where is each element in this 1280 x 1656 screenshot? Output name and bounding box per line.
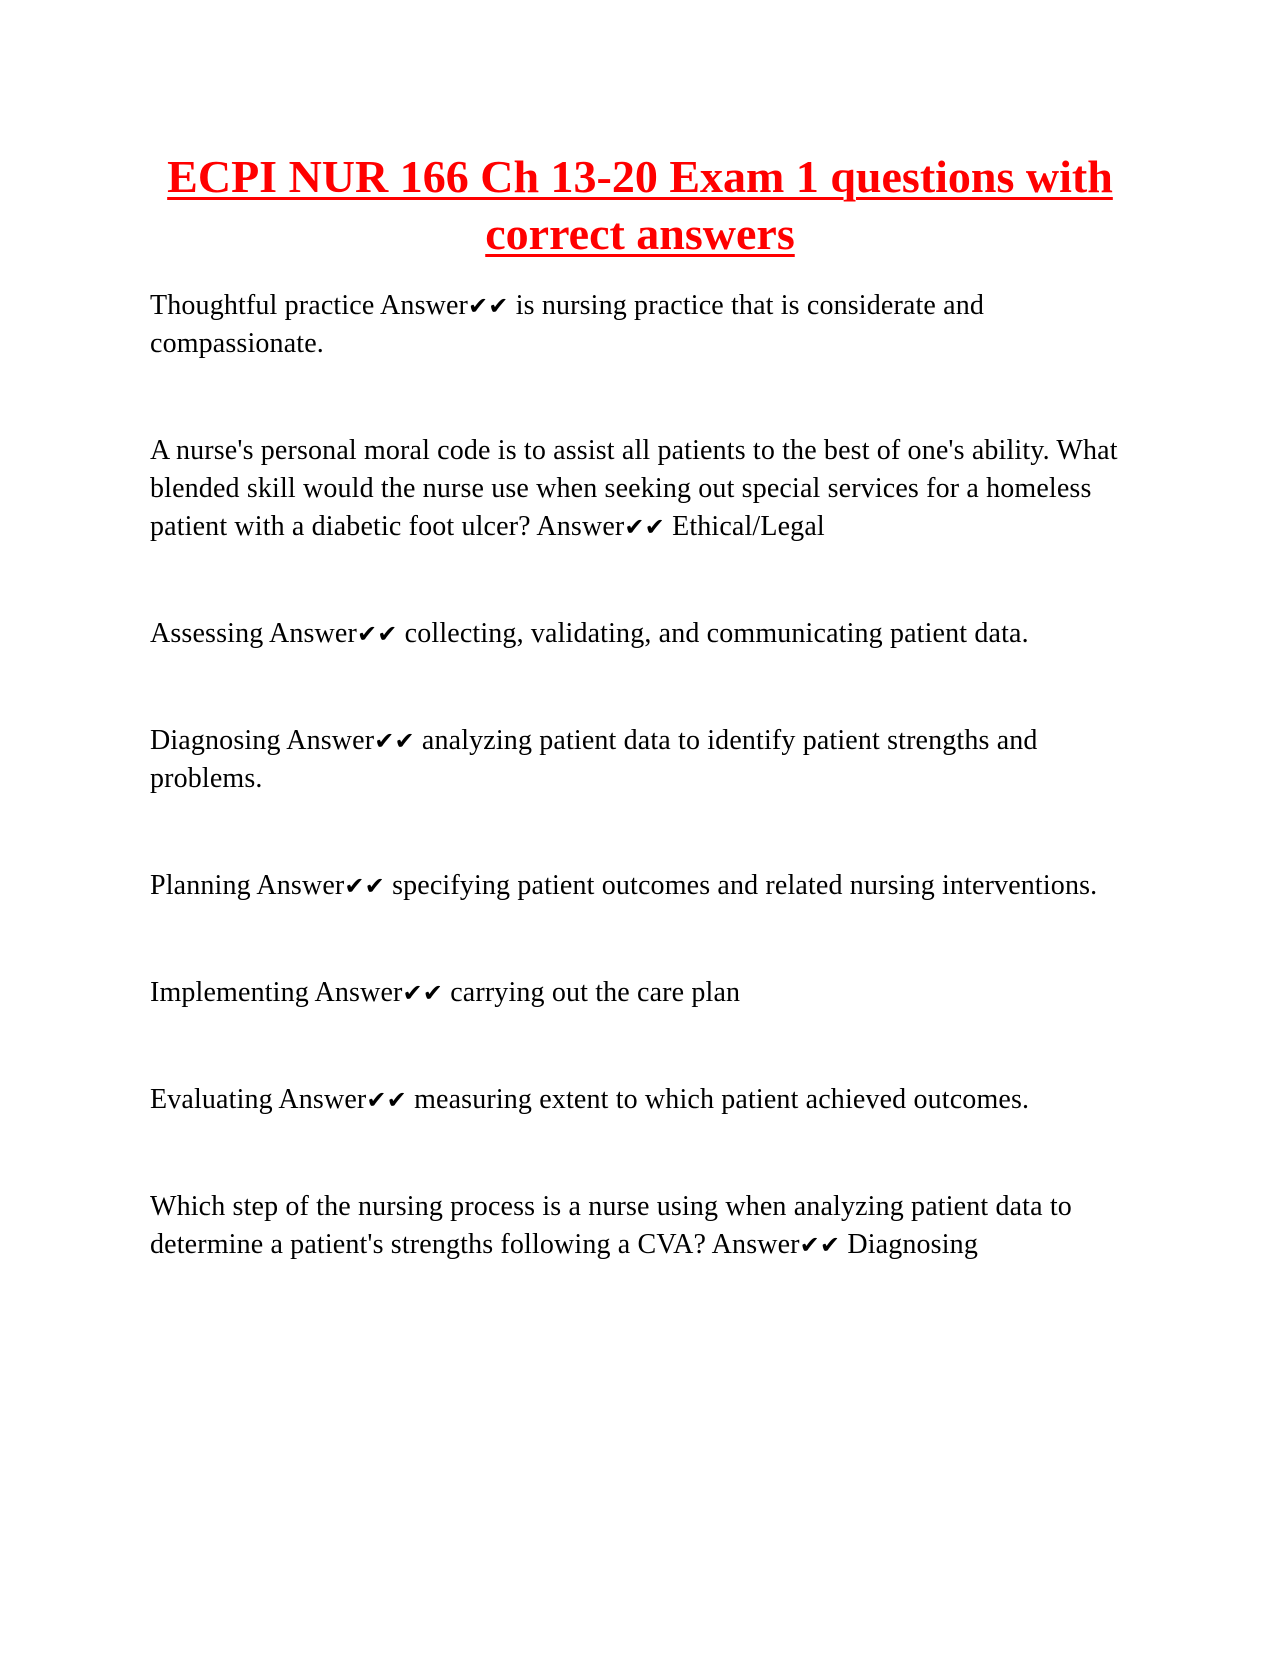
qa-item bbox=[150, 287, 1130, 363]
question-text: Evaluating bbox=[150, 1084, 273, 1115]
answer-text: Ethical/Legal bbox=[672, 511, 825, 542]
answer-text: specifying patient outcomes and related nursing interventions. bbox=[392, 870, 1098, 901]
question-text: Assessing bbox=[150, 618, 264, 649]
check-mark-icon: ✔✔ bbox=[402, 979, 444, 1007]
answer-text: Diagnosing bbox=[847, 1229, 978, 1260]
document-title: ECPI NUR 166 Ch 13-20 Exam 1 questions with correct answers bbox=[167, 151, 1113, 259]
answer-text: measuring extent to which patient achieved outcomes. bbox=[414, 1084, 1030, 1115]
check-mark-icon: ✔✔ bbox=[624, 513, 665, 541]
question-text: Diagnosing bbox=[150, 725, 281, 756]
answer-label: Answer bbox=[314, 977, 403, 1008]
check-mark-icon: ✔✔ bbox=[374, 727, 415, 755]
answer-text: carrying out the care plan bbox=[450, 977, 741, 1008]
answer-label: Answer bbox=[286, 725, 375, 756]
qa-item bbox=[150, 1081, 1130, 1119]
answer-label: Answer bbox=[711, 1229, 800, 1260]
question-text: A nurse's personal moral code is to assist all patients to the best of one's ability. What blended skill would the nurse use when seeking out special services for a homeless patient with a diabetic foot ulcer? bbox=[150, 435, 1118, 542]
answer-text: is nursing practice that is considerate and compassionate. bbox=[150, 290, 985, 359]
check-mark-icon: ✔✔ bbox=[366, 1086, 407, 1114]
check-mark-icon: ✔✔ bbox=[356, 620, 398, 648]
check-mark-icon: ✔✔ bbox=[468, 292, 509, 320]
answer-label: Answer bbox=[268, 618, 357, 649]
check-mark-icon: ✔✔ bbox=[344, 872, 385, 900]
qa-item bbox=[150, 432, 1130, 546]
check-mark-icon: ✔✔ bbox=[799, 1231, 841, 1259]
qa-item bbox=[150, 722, 1130, 798]
question-text: Implementing bbox=[150, 977, 309, 1008]
qa-item bbox=[150, 867, 1130, 905]
answer-label: Answer bbox=[380, 290, 469, 321]
answer-label: Answer bbox=[278, 1084, 367, 1115]
answer-label: Answer bbox=[536, 511, 625, 542]
answer-text: analyzing patient data to identify patient strengths and problems. bbox=[150, 725, 1038, 794]
qa-item bbox=[150, 615, 1130, 653]
qa-item bbox=[150, 974, 1130, 1012]
question-text: Thoughtful practice bbox=[150, 290, 375, 321]
answer-text: collecting, validating, and communicating patient data. bbox=[404, 618, 1029, 649]
question-text: Which step of the nursing process is a nurse using when analyzing patient data to determine a patient's strengths following a CVA? bbox=[150, 1191, 1072, 1260]
question-text: Planning bbox=[150, 870, 251, 901]
answer-label: Answer bbox=[256, 870, 345, 901]
qa-item bbox=[150, 1188, 1130, 1264]
